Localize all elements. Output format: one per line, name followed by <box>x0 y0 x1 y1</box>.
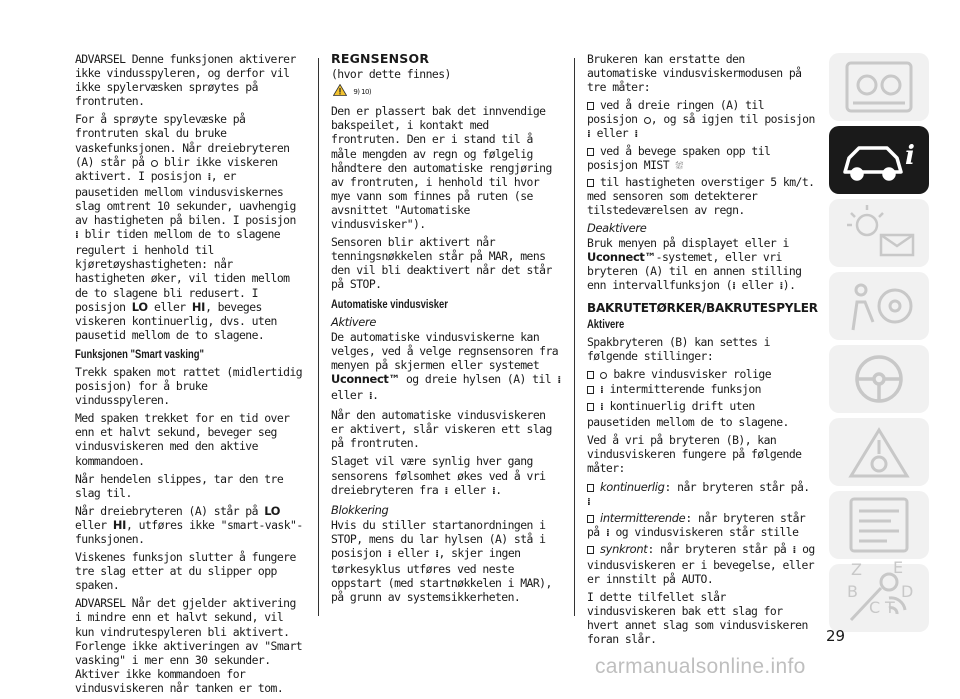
list-item: til hastigheten overstiger 5 km/t. med sensoren som detekterer tilstedeværelsen av regn. <box>587 174 815 217</box>
intermittent-icon: ⁞ <box>600 384 604 396</box>
emergency-icon <box>829 418 929 486</box>
intermittent-auto-icon: ⁞ <box>491 485 496 497</box>
subheading-activate: Aktivere <box>331 314 377 329</box>
bullet-icon <box>587 546 594 554</box>
index-letter: T <box>885 598 895 617</box>
paragraph: Med spaken trekket for en tid over enn et halvt sekund, beveger seg vindusviskeren med den aktive kommandoen. <box>75 411 290 468</box>
paragraph: Ved å vri på bryteren (B), kan vindusviskeren fungere på følgende måter: <box>587 433 802 476</box>
intermittent-icon: ⁞ <box>557 374 561 386</box>
intermittent-auto-icon: ⁞ <box>634 129 638 141</box>
subheading-activate: Aktivere <box>587 318 625 331</box>
intermittent-auto-icon: ⁞ <box>368 391 373 403</box>
bullet-icon <box>587 179 594 187</box>
index-letters-icon <box>829 557 929 617</box>
paragraph: Sensoren blir aktivert når tenningsnøkkelen står på MAR, mens den vil bli deaktivert når det står på STOP. <box>331 235 552 292</box>
intermittent-auto-icon: ⁞ <box>75 230 79 242</box>
column-divider <box>574 58 575 616</box>
heading-smart-wash: Funksjonen "Smart vasking" <box>75 348 204 361</box>
intermittent-icon: ⁞ <box>732 281 736 293</box>
emergency-tab[interactable] <box>829 418 929 486</box>
svg-text:i: i <box>905 141 915 171</box>
continuous-icon: ⁞ <box>587 496 591 508</box>
warning-paragraph: ADVARSEL Denne funksjonen aktiverer ikke vindusspyleren, og derfor vil ikke spylervæsken sprøytes på frontruten. <box>75 52 296 109</box>
car-info-icon <box>829 126 929 194</box>
index-letter: E <box>893 558 904 577</box>
bullet-icon <box>587 403 594 411</box>
bullet-icon <box>587 148 594 156</box>
heading-rear-wiper: BAKRUTETØRKER/BAKRUTESPYLER <box>587 300 818 315</box>
bullet-icon <box>587 386 594 394</box>
warning-refs <box>333 83 561 99</box>
index-letter: C <box>869 598 881 617</box>
subheading-blocking: Blokkering <box>331 502 389 517</box>
driving-tab[interactable] <box>829 345 929 413</box>
steering-wheel-icon <box>829 345 929 413</box>
index-letter: B <box>847 582 858 601</box>
paragraph: I dette tilfellet slår vindusviskeren bak ett slag for hvert annet slag som vindusviskeren foran slår. <box>587 590 808 647</box>
paragraph: De automatiske vindusviskerne kan velges, ved å velge regnsensoren fra menyen på skjermen eller systemet Uconnect™ og dreie hylsen (A) til ⁞ eller ⁞. <box>331 329 561 403</box>
watermark: carmanualsonline.info <box>595 655 806 678</box>
subtitle: (hvor dette finnes) <box>331 67 451 82</box>
paragraph: Trekk spaken mot rattet (midlertidig posisjon) for å bruke vindusspyleren. <box>75 364 303 408</box>
list-item: ved å dreie ringen (A) til posisjon , og så igjen til posisjon ⁞ eller ⁞ <box>587 98 815 141</box>
intermittent-auto-icon: ⁞ <box>435 549 439 560</box>
paragraph: Slaget vil være synlig hver gang sensorens følsomhet økes ved å vri dreiebryteren fra ⁞ eller ⁞. <box>331 454 546 497</box>
bullet-icon <box>587 102 594 110</box>
intermittent-auto-icon: ⁞ <box>779 281 783 293</box>
intermittent-icon: ⁞ <box>792 544 796 556</box>
continuous-icon: ⁞ <box>600 402 604 414</box>
list-item: ⁞ kontinuerlig drift uten pausetiden mellom de to slagene. <box>587 399 789 430</box>
page-number: 29 <box>826 627 846 645</box>
paragraph: Brukeren kan erstatte den automatiske vindusviskermodusen på tre måter: <box>587 52 802 95</box>
maintenance-tab[interactable] <box>829 491 929 559</box>
list-item: ved å bevege spaken opp til posisjon MIST ⛆ <box>587 143 771 172</box>
column-1 <box>75 52 303 699</box>
list-item: ⁞ intermitterende funksjon <box>587 382 815 398</box>
intermittent-icon: ⁞ <box>587 129 591 141</box>
list-item: intermitterende: når bryteren står på ⁞ og vindusviskeren står stille <box>587 510 806 539</box>
heading-auto-wiper: Automatiske vindusvisker <box>331 298 448 311</box>
safety-icon <box>829 272 929 340</box>
paragraph: Når den automatiske vindusviskeren er aktivert, slår viskeren ett slag på frontruten. <box>331 408 552 451</box>
list-item: synkront: når bryteren står på ⁞ og vindusviskeren er i bevegelse, eller er innstilt på AUTO. <box>587 541 815 587</box>
column-3 <box>587 52 818 651</box>
paragraph: Spakbryteren (B) kan settes i følgende stillinger: <box>587 334 770 363</box>
lights-messages-tab[interactable] <box>829 199 929 267</box>
intermittent-icon: ⁞ <box>387 549 392 560</box>
list-item: bakre vindusvisker rolige <box>587 367 815 381</box>
intermittent-icon: ⁞ <box>207 171 211 183</box>
dashboard-icon <box>829 53 929 121</box>
off-ring-icon <box>600 372 607 379</box>
paragraph: Viskenes funksjon slutter å fungere tre slag etter at du slipper opp spaken. <box>75 550 296 593</box>
warning-triangle-icon <box>333 84 347 96</box>
note-references: 9) 10) <box>353 88 372 97</box>
off-ring-icon <box>151 160 158 167</box>
warning-paragraph: ADVARSEL Når det gjelder aktivering i mindre enn et halvt sekund, vil kun vindrutespyleren bli aktivert. Forlenge ikke aktiveringen av "Smart vasking" i mer enn 30 sekunder. Aktiver ikke kommandoen for vindusviskeren når tanken er tom. <box>75 596 303 695</box>
bullet-icon <box>587 484 594 492</box>
column-2 <box>331 52 561 608</box>
paragraph: Hvis du stiller startanordningen i STOP, mens du lar hylsen (A) stå i posisjon ⁞ eller ⁞, skjer ingen tørkesyklus utføres ved neste oppstart (med startnøkkelen i MAR), på grunn av systemsikkerheten. <box>331 517 552 605</box>
paragraph: Bruk menyen på displayet eller i Uconnect™-systemet, eller vri bryteren (A) til en annen stilling enn intervallfunksjon (⁞ eller ⁞). <box>587 236 802 293</box>
safety-tab[interactable] <box>829 272 929 340</box>
index-letter: D <box>901 582 914 601</box>
bullet-icon <box>587 515 594 523</box>
warning-light-icon <box>829 199 929 267</box>
column-divider <box>318 58 319 616</box>
subheading-deactivate: Deaktivere <box>587 221 647 236</box>
intermittent-icon: ⁞ <box>605 527 610 539</box>
paragraph: For å sprøyte spylevæske på frontruten skal du bruke vaskefunksjonen. Når dreiebryteren (A) står på blir ikke viskeren aktivert. I posisjon ⁞, er pausetiden mellom vindusviskernes slag omtrent 10 sekunder, uavhengig av hastigheten på bilen. I posisjon ⁞ blir tiden mellom de to slagene regulert i henhold til kjøretøyshastigheten: når hastigheten øker, vil tiden mellom de to slagene bli redusert. I posisjon LO eller HI, beveges viskeren kontinuerlig, dvs. uten pausetid mellom de to slagene. <box>75 112 296 342</box>
intermittent-icon: ⁞ <box>444 485 448 497</box>
bullet-icon <box>587 371 594 379</box>
off-ring-icon <box>644 117 651 124</box>
index-letter: Z <box>851 560 862 579</box>
heading-rain-sensor: REGNSENSOR <box>331 51 430 66</box>
paragraph: Når dreiebryteren (A) står på LO eller HI, utføres ikke "smart-vask"-funksjonen. <box>75 503 303 546</box>
mist-icon: ⛆ <box>675 160 683 172</box>
car-info-tab[interactable] <box>829 126 929 194</box>
index-letters-tab[interactable] <box>829 557 929 617</box>
maintenance-icon <box>829 491 929 559</box>
paragraph: Den er plassert bak det innvendige bakspeilet, i kontakt med frontruten. Den er i stand til å måle mengden av regn og følgelig håndtere den automatiske rengjøring av frontruten, i henhold til hvor mye vann som finnes på ruten (se avsnittet "Automatiske vindusvisker"). <box>331 104 552 232</box>
dashboard-tab[interactable] <box>829 53 929 121</box>
list-item: kontinuerlig: når bryteren står på. ⁞ <box>587 479 810 508</box>
paragraph: Når hendelen slippes, tar den tre slag til. <box>75 471 284 500</box>
